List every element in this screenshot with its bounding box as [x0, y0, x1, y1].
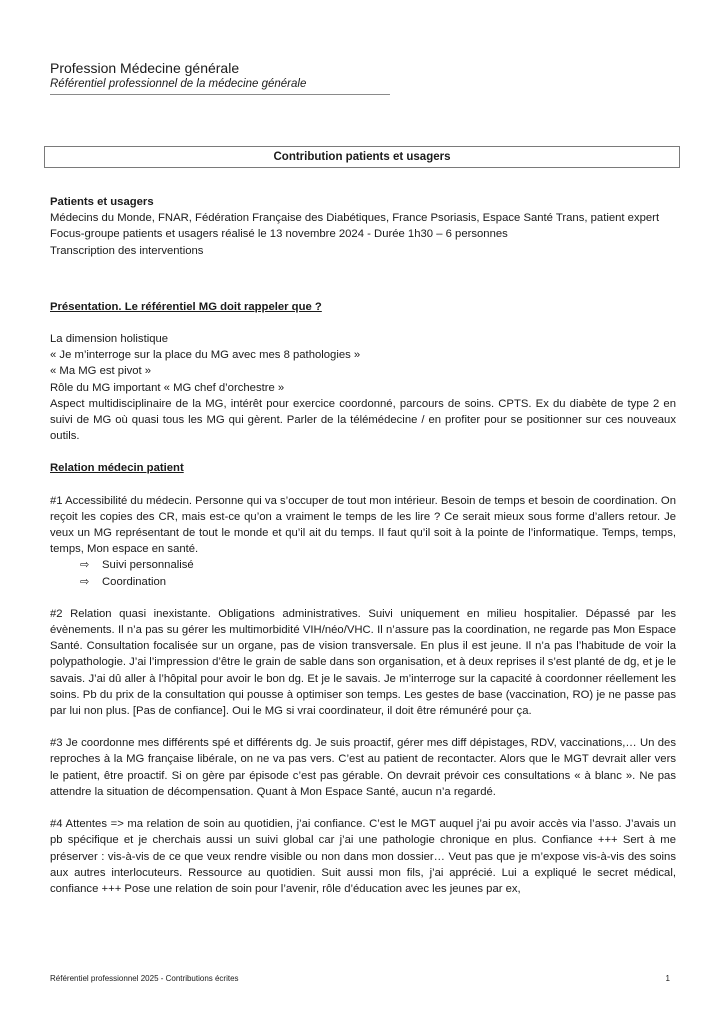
presentation-line: « Je m’interroge sur la place du MG avec mes 8 pathologies » — [50, 349, 361, 362]
page-footer — [50, 974, 670, 983]
intro-participants: Médecins du Monde, FNAR, Fédération Française des Diabétiques, France Psoriasis, Espace Santé Trans, patient expert — [50, 212, 660, 225]
document-body — [50, 194, 676, 897]
intro-transcription: Transcription des interventions — [50, 244, 204, 257]
presentation-line: Rôle du MG important « MG chef d’orchestre » — [50, 381, 285, 394]
relation-item-1-bullets — [50, 557, 676, 589]
intro-heading: Patients et usagers — [50, 196, 154, 208]
presentation-line: La dimension holistique — [50, 333, 169, 346]
bullet-text: Coordination — [102, 575, 167, 588]
relation-item-4: #4 Attentes => ma relation de soin au quotidien, j’ai confiance. C’est le MGT auquel j’ai pu avoir accès via l’asso. J’avais un pb spécifique et je cherchais aussi un suivi global car j’ai une pathologie chronique en plus. Confiance +++ Sert à me préserver : vis-à-vis de ce que veux rendre visible ou non dans mon dossier… Veut pas que je m’expose vis-à-vis des soins aux autres interlocuteurs. Ressource au quotidien. Suit aussi mon fils, j’ai apprécié. Lui a expliqué le secret médical, confiance +++ Pose une relation de soin pour l’avenir, rôle d’éducation avec les jeunes par ex, — [50, 818, 676, 895]
bullet-item — [50, 574, 676, 590]
presentation-line: « Ma MG est pivot » — [50, 365, 152, 378]
footer-text: Référentiel professionnel 2025 - Contributions écrites — [50, 974, 239, 983]
document-subtitle: Référentiel professionnel de la médecine générale — [50, 78, 307, 90]
relation-title: Relation médecin patient — [50, 462, 184, 475]
presentation-paragraph: Aspect multidisciplinaire de la MG, intérêt pour exercice coordonné, parcours de soins. CPTS. Ex du diabète de type 2 en suivi de MG où quasi tous les MG qui gèrent. Parler de la télémédecine / en profiter pour se positionner sur ces nouveaux outils. — [50, 397, 676, 443]
relation-item-3: #3 Je coordonne mes différents spé et différents dg. Je suis proactif, gérer mes diff dépistages, RDV, vaccinations,… Un des reproches à la MG française libérale, on ne va pas vers. C’est au patient de recontacter. Alors que le MGT devrait aller vers le patient, être proactif. Si on gère par épisode c’est pas gérable. On devrait prévoir ces consultations « à blanc ». Ne pas attendre la situation de décompensation. Quant à Mon Espace Santé, aucun n’a regardé. — [50, 737, 676, 798]
presentation-title: Présentation. Le référentiel MG doit rappeler que ? — [50, 300, 322, 313]
page-number: 1 — [665, 974, 670, 983]
bullet-text: Suivi personnalisé — [102, 559, 194, 572]
document-title: Profession Médecine générale — [50, 60, 240, 76]
intro-focus-group: Focus-groupe patients et usagers réalisé le 13 novembre 2024 - Durée 1h30 – 6 personnes — [50, 228, 508, 241]
section-banner: Contribution patients et usagers — [44, 146, 680, 168]
document-header — [50, 60, 390, 95]
arrow-right-icon: ⇨ — [80, 575, 90, 588]
relation-item-2: #2 Relation quasi inexistante. Obligations administratives. Suivi uniquement en milieu hospitalier. Dépassé par les évènements. Il n’a pas su gérer les multimorbidité VIH/néo/VHC. Il n’assure pas la coordination, ne regarde pas Mon Espace Santé. Consultation focalisée sur un organe, pas de vision transversale. En plus il est jeune. Il n’a pas l’habitude de voir la polypathologie. J’ai l’impression d’être le grain de sable dans son organisation, et à deux reprises il s’est planté de dg, et je le savais. J’ai dû aller à l’hôpital pour avoir le bon dg. Et je le savais. Je m’interroge sur la capacité à coordonner réellement les soins. Pb du prix de la consultation qui pousse à optimiser son temps. Les gestes de base (vaccination, RO) je ne passe pas par lui non plus. [Pas de confiance]. Oui le MG si vrai coordinateur, il doit être rémunéré pour ça. — [50, 607, 676, 718]
bullet-item — [50, 557, 676, 573]
arrow-right-icon: ⇨ — [80, 559, 90, 572]
relation-item-1: #1 Accessibilité du médecin. Personne qui va s’occuper de tout mon intérieur. Besoin de temps et besoin de coordination. On reçoit les copies des CR, mais est-ce qu’on a vraiment le temps de les lire ? Ce serait mieux sous forme d’allers retour. Je veux un MG représentant de tout le monde et qu’il ait du temps. Il faut qu’il soit à la pointe de l’informatique. Temps, temps, temps, Mon espace en santé. — [50, 494, 676, 556]
